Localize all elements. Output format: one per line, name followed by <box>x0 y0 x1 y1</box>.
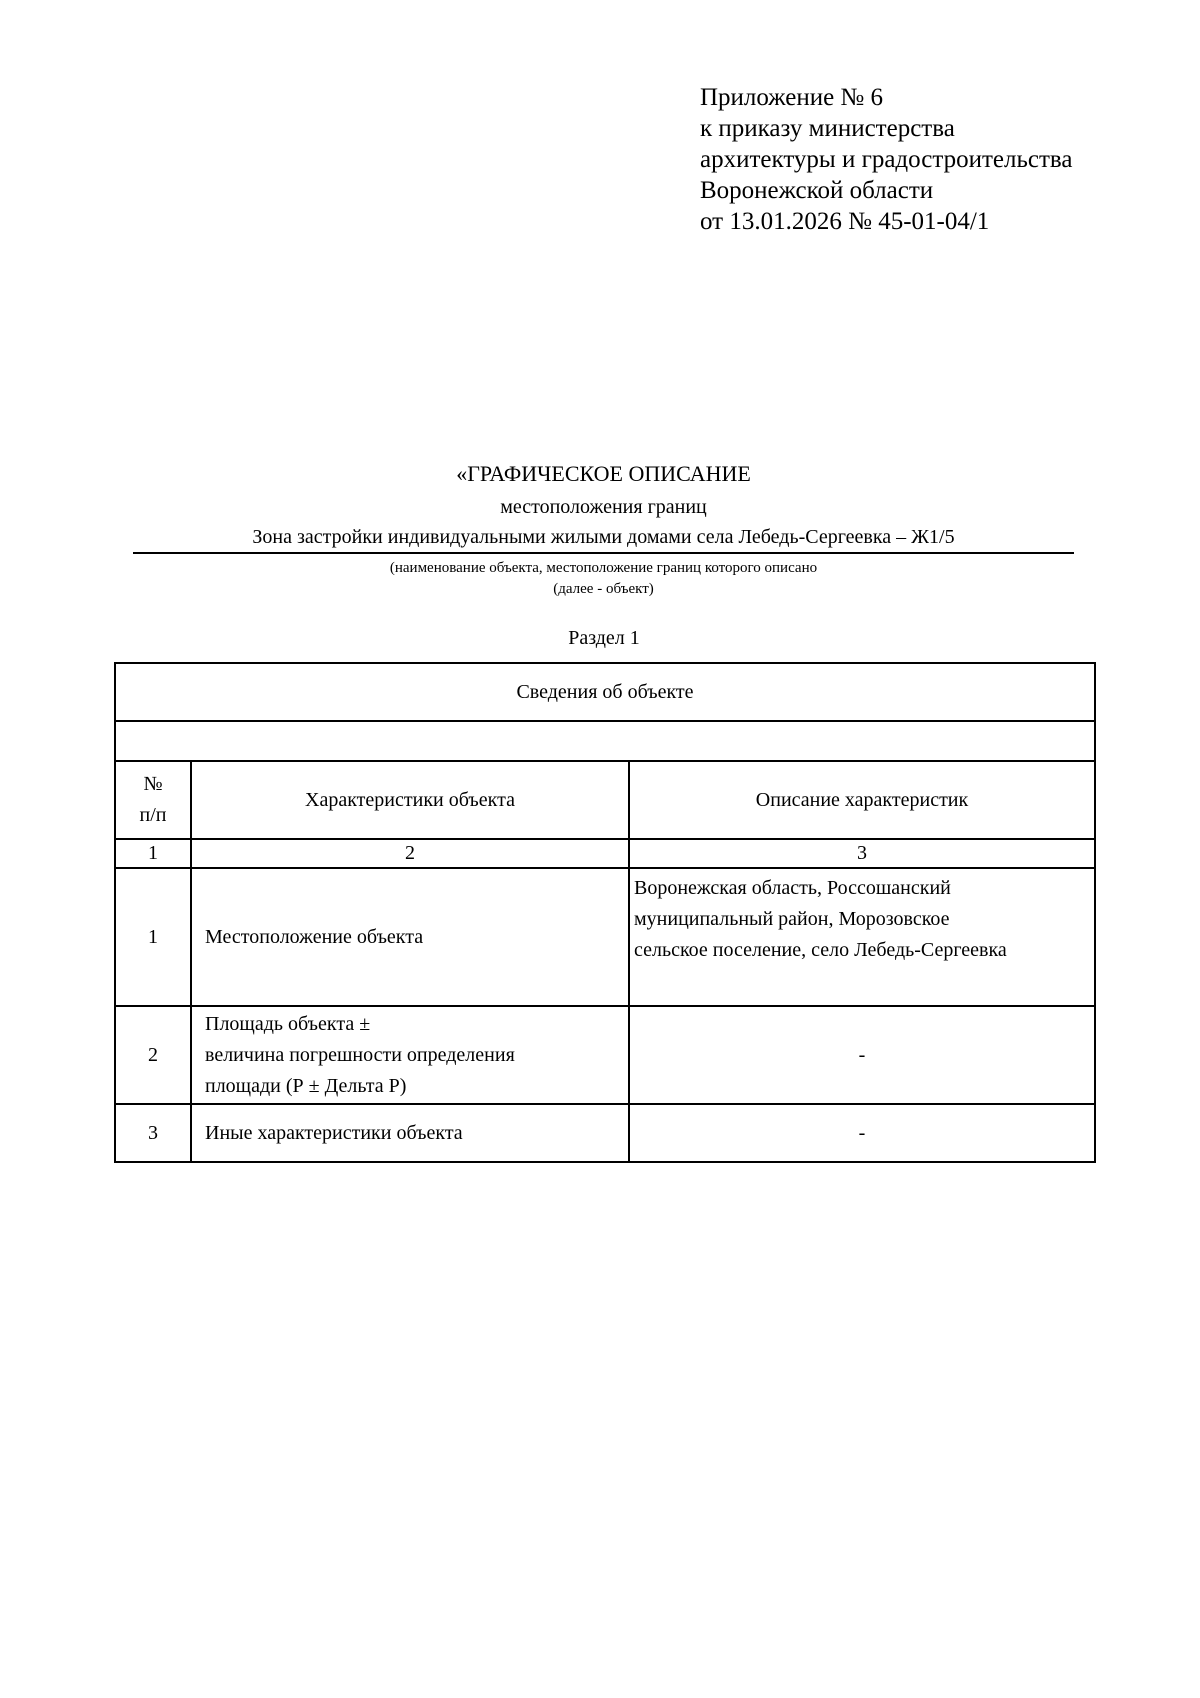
header-num <box>115 761 191 839</box>
appendix-line-2: к приказу министерства <box>700 115 955 142</box>
row-1-characteristic: Местоположение объекта <box>191 868 629 1006</box>
object-name-note-2: (далее - объект) <box>553 581 654 597</box>
object-info-table <box>114 662 1096 1163</box>
header-characteristic: Характеристики объекта <box>191 761 629 839</box>
header-description: Описание характеристик <box>629 761 1095 839</box>
table-row <box>115 868 1095 1006</box>
row-2-description: - <box>629 1006 1095 1104</box>
section-label: Раздел 1 <box>568 627 640 649</box>
row-2-characteristic <box>191 1006 629 1104</box>
row-1-description <box>629 868 1095 1006</box>
row-3-description: - <box>629 1104 1095 1162</box>
appendix-line-3: архитектуры и градостроительства <box>700 146 1073 173</box>
row-1-description-line-2: муниципальный район, Морозовское <box>634 908 950 930</box>
column-number-3: 3 <box>629 839 1095 868</box>
object-name-note-1: (наименование объекта, местоположение границ которого описано <box>389 560 818 576</box>
row-1-description-line-3: сельское поселение, село Лебедь-Сергеевка <box>634 939 1007 961</box>
column-number-1: 1 <box>115 839 191 868</box>
table-row <box>115 1104 1095 1162</box>
row-2-characteristic-line-2: величина погрешности определения <box>205 1043 515 1066</box>
table-row <box>115 1006 1095 1104</box>
appendix-line-1: Приложение № 6 <box>700 84 884 111</box>
appendix-line-4: Воронежской области <box>700 177 934 204</box>
row-2-num: 2 <box>115 1006 191 1104</box>
row-3-characteristic: Иные характеристики объекта <box>191 1104 629 1162</box>
table-caption-row <box>115 663 1095 721</box>
appendix-header <box>700 82 1072 237</box>
row-2-characteristic-line-1: Площадь объекта ± <box>205 1012 371 1035</box>
table-caption: Сведения об объекте <box>115 663 1095 721</box>
row-1-num: 1 <box>115 868 191 1006</box>
document-subtitle: местоположения границ <box>500 496 707 518</box>
table-blank-cell <box>115 721 1095 761</box>
table-header-row <box>115 761 1095 839</box>
document-title: «ГРАФИЧЕСКОЕ ОПИСАНИЕ <box>456 461 751 486</box>
row-3-num: 3 <box>115 1104 191 1162</box>
row-2-characteristic-line-3: площади (Р ± Дельта Р) <box>205 1074 407 1097</box>
header-num-line-2: п/п <box>139 804 167 826</box>
title-block <box>133 460 1074 600</box>
object-name: Зона застройки индивидуальными жилыми домами села Лебедь-Сергеевка – Ж1/5 <box>133 524 1074 554</box>
header-num-line-1: № <box>143 773 163 795</box>
column-number-row <box>115 839 1095 868</box>
table-blank-row <box>115 721 1095 761</box>
appendix-line-5: от 13.01.2026 № 45-01-04/1 <box>700 208 990 235</box>
row-1-description-line-1: Воронежская область, Россошанский <box>634 877 951 899</box>
column-number-2: 2 <box>191 839 629 868</box>
